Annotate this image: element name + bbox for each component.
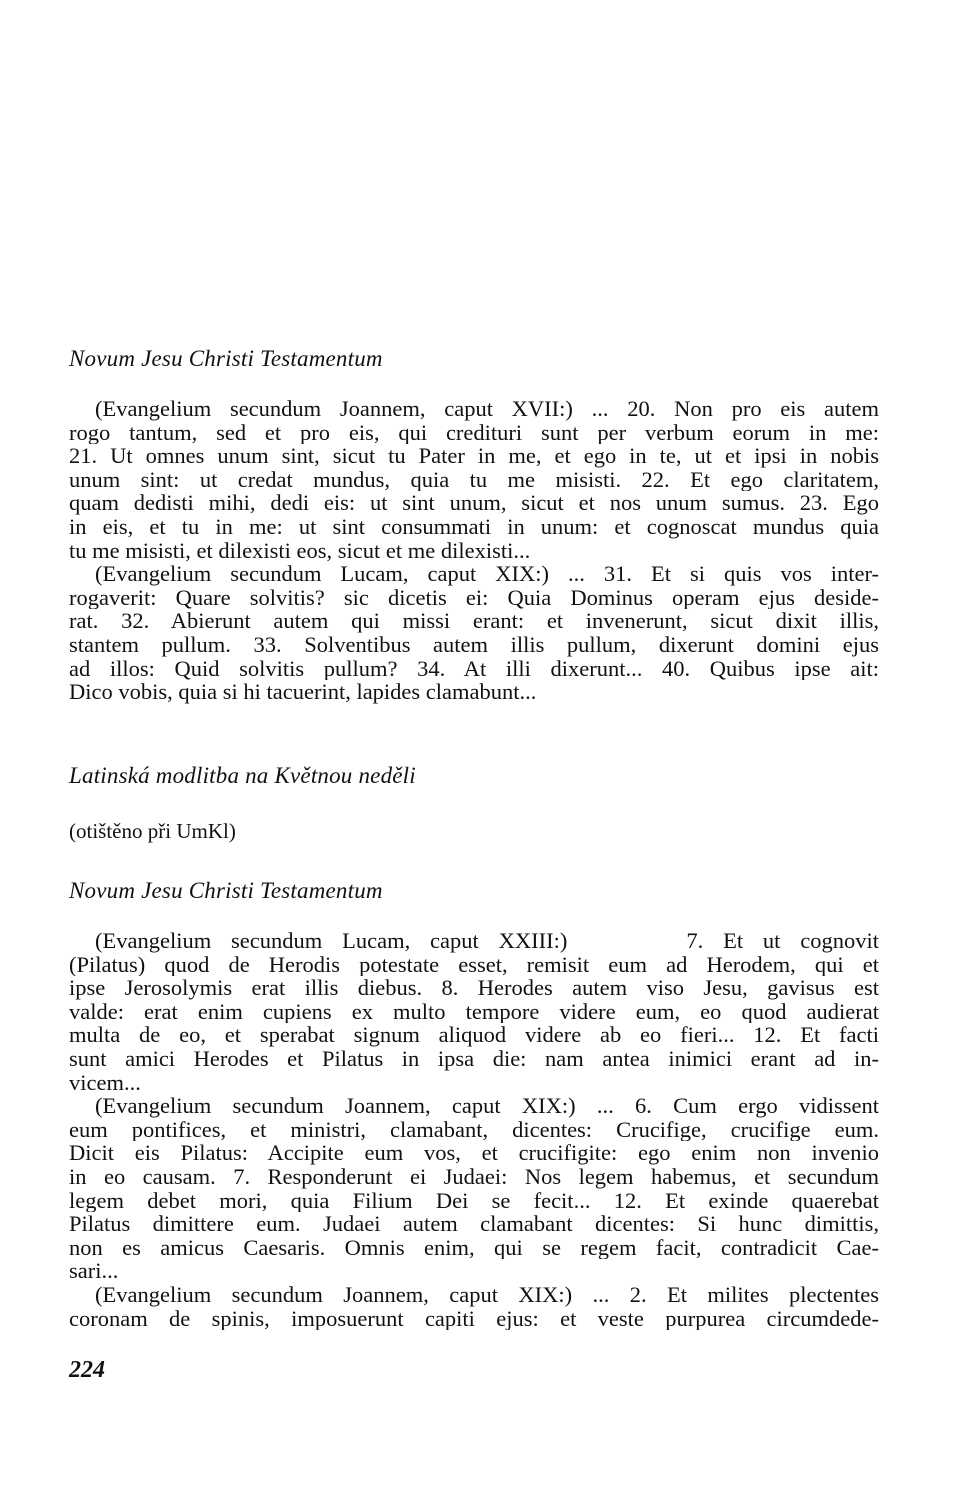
- text-line: (Evangelium secundum Lucam, caput XIX:) ... 31. Et si quis vos inter-: [95, 562, 879, 586]
- text-line: ipse Jerosolymis erat illis diebus. 8. Herodes autem viso Jesu, gavisus est: [69, 976, 879, 1000]
- text-line: (Evangelium secundum Lucam, caput XXIII:) 7. Et ut cognovit: [95, 929, 879, 953]
- print-note: (otištěno při UmKl): [69, 819, 236, 843]
- text-line: (Evangelium secundum Joannem, caput XIX:) ... 6. Cum ergo vidissent: [95, 1094, 879, 1118]
- text-line: in eo causam. 7. Responderunt ei Judaei: Nos legem habemus, et secundum: [69, 1164, 879, 1189]
- text-line: tu me misisti, et dilexisti eos, sicut et me dilexisti...: [69, 538, 531, 563]
- text-line: valde: erat enim cupiens ex multo tempore videre eum, eo quod audierat: [69, 999, 879, 1024]
- section3-text: [69, 929, 879, 1330]
- text-line: Pilatus dimittere eum. Judaei autem clamabant dicentes: Si hunc dimittis,: [69, 1212, 879, 1236]
- text-line: vicem...: [69, 1070, 141, 1095]
- text-line: rogo tantum, sed et pro eis, qui credituri sunt per verbum eorum in me:: [69, 420, 879, 445]
- text-line: sunt amici Herodes et Pilatus in ipsa die: nam antea inimici erant ad in-: [69, 1046, 879, 1071]
- text-line: coronam de spinis, imposuerunt capiti ejus: et veste purpurea circumdede-: [69, 1306, 879, 1331]
- section-heading-novum-testamentum-1: Novum Jesu Christi Testamentum: [69, 346, 383, 371]
- text-line: unum sint: ut credat mundus, quia tu me misisti. 22. Et ego claritatem,: [69, 467, 879, 492]
- book-page: [69, 0, 879, 1495]
- text-line: multa de eo, et sperabat signum aliquod videre ab eo fieri... 12. Et facti: [69, 1023, 879, 1047]
- text-line: (Pilatus) quod de Herodis potestate esset, remisit eum ad Herodem, qui et: [69, 952, 879, 977]
- text-line: Dico vobis, quia si hi tacuerint, lapides clamabunt...: [69, 680, 537, 704]
- text-line: eum pontifices, et ministri, clamabant, dicentes: Crucifige, crucifige eum.: [69, 1117, 879, 1142]
- section-heading-novum-testamentum-2: Novum Jesu Christi Testamentum: [69, 878, 383, 903]
- text-line: ad illos: Quid solvitis pullum? 34. At illi dixerunt... 40. Quibus ipse ait:: [69, 656, 879, 681]
- section-heading-latinska-modlitba: Latinská modlitba na Květnou neděli: [69, 763, 416, 788]
- text-line: Dicit eis Pilatus: Accipite eum vos, et crucifigite: ego enim non invenio: [69, 1141, 879, 1165]
- text-line: stantem pullum. 33. Solventibus autem illis pullum, dixerunt domini ejus: [69, 632, 879, 657]
- text-line: (Evangelium secundum Joannem, caput XIX:) ... 2. Et milites plectentes: [95, 1282, 879, 1307]
- text-line: quam dedisti mihi, dedi eis: ut sint unum, sicut et nos unum sumus. 23. Ego: [69, 491, 879, 515]
- text-line: (Evangelium secundum Joannem, caput XVII:) ... 20. Non pro eis autem: [95, 397, 879, 421]
- text-line: legem debet mori, quia Filium Dei se fecit... 12. Et exinde quaerebat: [69, 1188, 879, 1213]
- section1-text: [69, 397, 879, 704]
- text-line: non es amicus Caesaris. Omnis enim, qui se regem facit, contradicit Cae-: [69, 1235, 879, 1260]
- text-line: in eis, et tu in me: ut sint consummati in unum: et cognoscat mundus quia: [69, 514, 879, 539]
- text-line: rogaverit: Quare solvitis? sic dicetis ei: Quia Dominus operam ejus deside-: [69, 585, 879, 610]
- text-line: 21. Ut omnes unum sint, sicut tu Pater in me, et ego in te, ut et ipsi in nobis: [69, 444, 879, 468]
- text-line: rat. 32. Abierunt autem qui missi erant: et invenerunt, sicut dixit illis,: [69, 609, 879, 633]
- text-line: sari...: [69, 1259, 119, 1283]
- page-number: 224: [69, 1357, 105, 1383]
